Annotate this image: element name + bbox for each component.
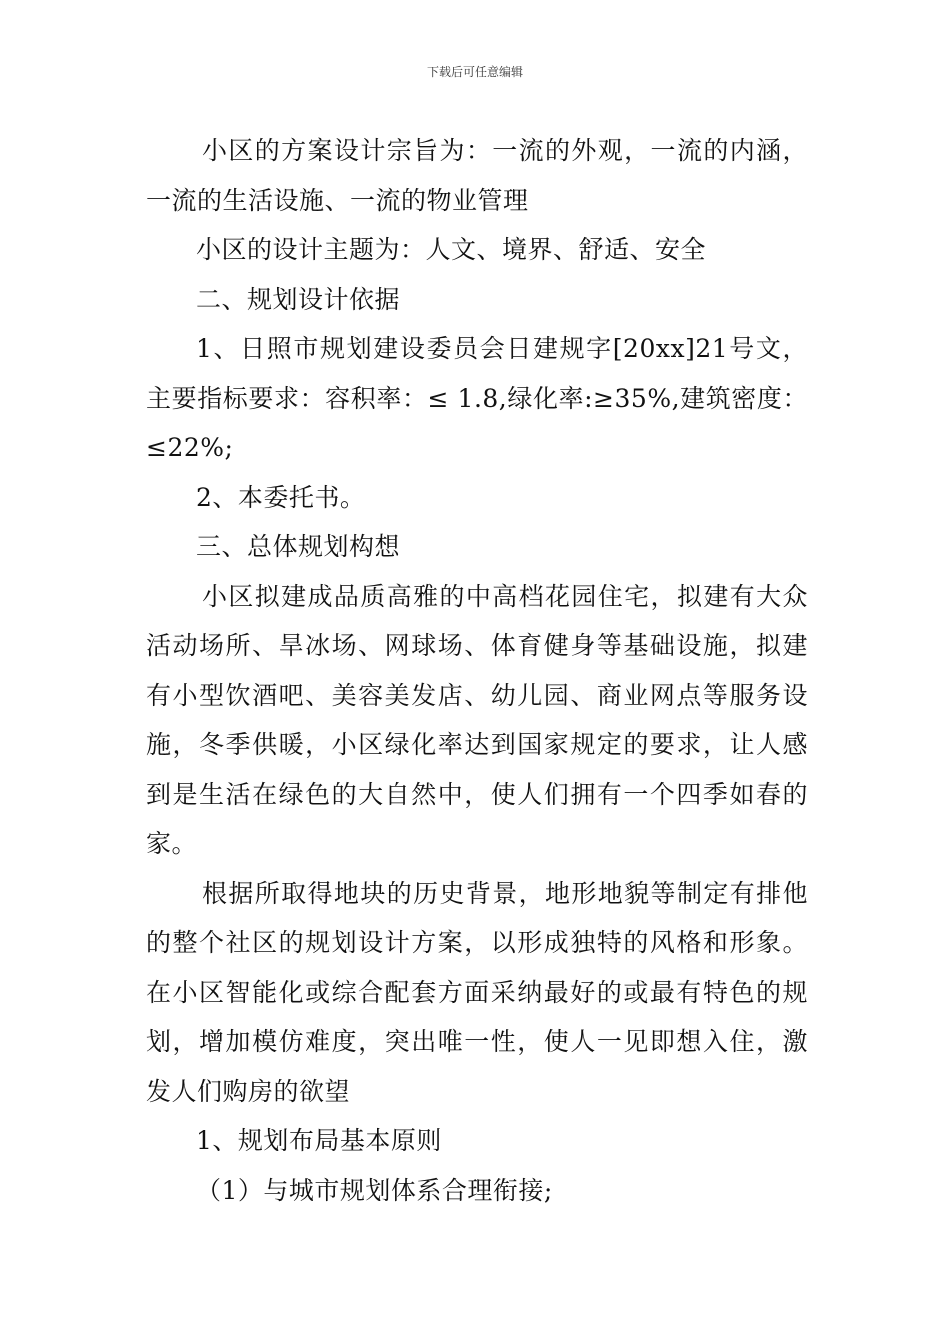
document-body — [146, 126, 808, 1215]
paragraph-concept-description: 小区拟建成品质高雅的中高档花园住宅，拟建有大众活动场所、旱冰场、网球场、体育健身等基础设施，拟建有小型饮酒吧、美容美发店、幼儿园、商业网点等服务设施，冬季供暖，小区绿化率达到国家规定的要求，让人感到是生活在绿色的大自然中，使人们拥有一个四季如春的家。 — [146, 581, 808, 858]
paragraph-design-theme: 小区的设计主题为：人文、境界、舒适、安全 — [196, 235, 707, 264]
paragraph-basis-item-1: 1、日照市规划建设委员会日建规字[20xx]21号文，主要指标要求：容积率：≤ 1.8,绿化率:≥35%,建筑密度：≤22%; — [146, 334, 808, 462]
list-item-principle-1: （1）与城市规划体系合理衔接; — [196, 1175, 553, 1205]
paragraph-basis-item-2: 2、本委托书。 — [196, 482, 366, 512]
page-header: 下载后可任意编辑 — [426, 65, 523, 79]
section-heading-overall-concept: 三、总体规划构想 — [196, 532, 401, 561]
paragraph-site-background: 根据所取得地块的历史背景，地形地貌等制定有排他的整个社区的规划设计方案，以形成独特的风格和形象。在小区智能化或综合配套方面采纳最好的或最有特色的规划，增加模仿难度，突出唯一性，使人一见即想入住，激发人们购房的欲望 — [146, 878, 808, 1106]
paragraph-design-purpose: 小区的方案设计宗旨为：一流的外观，一流的内涵，一流的生活设施、一流的物业管理 — [146, 136, 808, 215]
section-heading-planning-basis: 二、规划设计依据 — [196, 284, 401, 314]
subheading-layout-principles: 1、规划布局基本原则 — [196, 1126, 442, 1155]
